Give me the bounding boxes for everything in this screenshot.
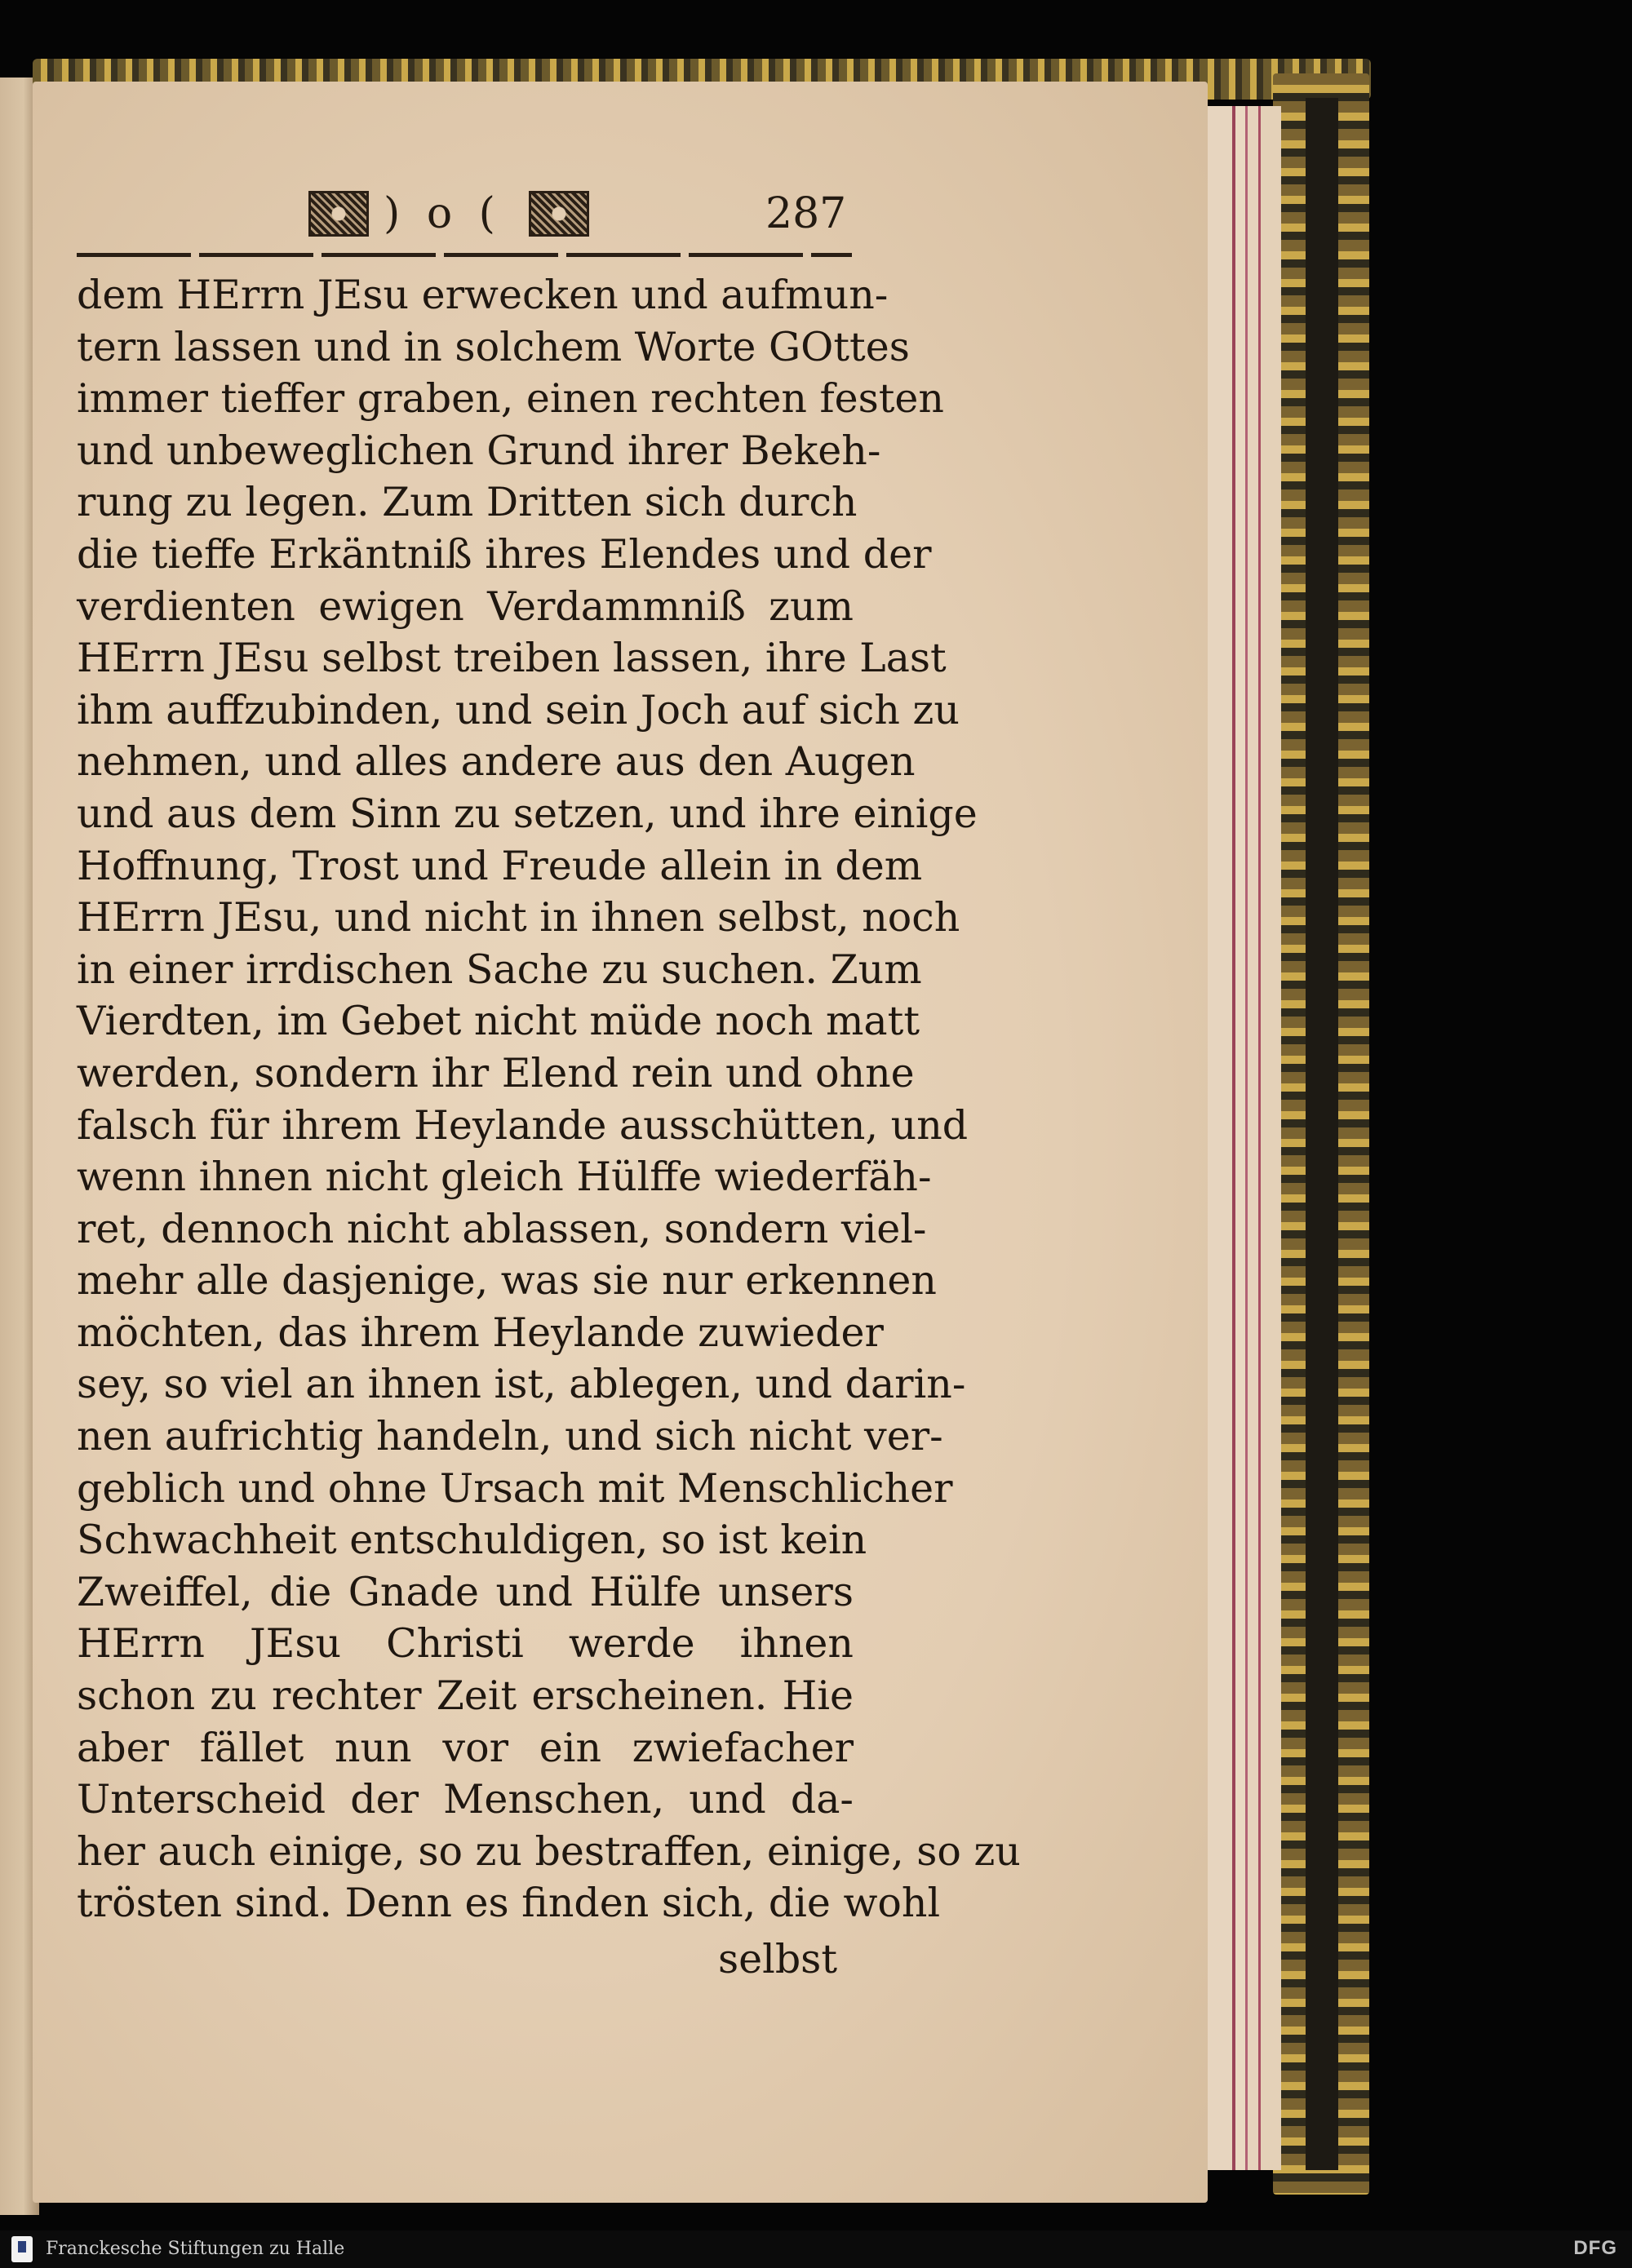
text-line: Unterscheid der Menschen, und da- bbox=[77, 1776, 854, 1823]
ornament-right-icon bbox=[529, 191, 589, 237]
header-mid-char: o bbox=[426, 189, 459, 238]
text-line: immer tieffer graben, einen rechten festen bbox=[77, 375, 944, 423]
page-number: 287 bbox=[765, 189, 847, 238]
book-cover-inner bbox=[1306, 98, 1338, 2170]
page-block-edges bbox=[1200, 106, 1281, 2170]
text-line: werden, sondern ihr Elend rein und ohne bbox=[77, 1049, 915, 1096]
text-line: trösten sind. Denn es finden sich, die wohl bbox=[77, 1880, 941, 1927]
text-line: Vierdten, im Gebet nicht müde noch matt bbox=[77, 998, 920, 1045]
header-left-paren: ) bbox=[384, 189, 407, 238]
text-line: mehr alle dasjenige, was sie nur erkennen bbox=[77, 1257, 937, 1305]
text-line: Hoffnung, Trost und Freude allein in dem bbox=[77, 842, 923, 889]
text-line: schon zu rechter Zeit erscheinen. Hie bbox=[77, 1672, 854, 1720]
page-header bbox=[308, 186, 863, 243]
text-line: verdienten ewigen Verdammniß zum bbox=[77, 583, 854, 630]
text-line: tern lassen und in solchem Worte GOttes bbox=[77, 323, 910, 370]
text-line: HErrn JEsu selbst treiben lassen, ihre Last bbox=[77, 635, 947, 682]
text-line: Schwachheit entschuldigen, so ist kein bbox=[77, 1517, 867, 1564]
text-line: und aus dem Sinn zu setzen, und ihre einige bbox=[77, 790, 978, 837]
header-divider bbox=[384, 189, 502, 238]
header-right-paren: ( bbox=[478, 189, 502, 238]
institution-name: Franckesche Stiftungen zu Halle bbox=[46, 2239, 345, 2259]
text-line: HErrn JEsu Christi werde ihnen bbox=[77, 1620, 854, 1668]
text-line: Zweiffel, die Gnade und Hülfe unsers bbox=[77, 1568, 854, 1615]
ornament-left-icon bbox=[308, 191, 369, 237]
text-line: HErrn JEsu, und nicht in ihnen selbst, noch bbox=[77, 894, 960, 941]
text-line: ihm auffzubinden, und sein Joch auf sich zu bbox=[77, 686, 960, 733]
text-line: nen aufrichtig handeln, und sich nicht ver- bbox=[77, 1413, 943, 1460]
text-line: rung zu legen. Zum Dritten sich durch bbox=[77, 479, 858, 526]
body-text bbox=[77, 269, 1021, 1929]
text-line: möchten, das ihrem Heylande zuwieder bbox=[77, 1309, 884, 1356]
text-line: die tieffe Erkäntniß ihres Elendes und der bbox=[77, 530, 932, 578]
text-line: und unbeweglichen Grund ihrer Bekeh- bbox=[77, 427, 881, 474]
text-line: in einer irrdischen Sache zu suchen. Zum bbox=[77, 946, 922, 993]
catchword: selbst bbox=[718, 1936, 838, 1982]
text-line: falsch für ihrem Heylande ausschütten, und bbox=[77, 1101, 969, 1149]
header-rule bbox=[77, 253, 852, 257]
text-line: her auch einige, so zu bestraffen, einige, so zu bbox=[77, 1827, 1021, 1875]
institution-logo-icon bbox=[11, 2236, 33, 2262]
text-line: dem HErrn JEsu erwecken und aufmun- bbox=[77, 272, 889, 318]
text-line: wenn ihnen nicht gleich Hülffe wiederfäh- bbox=[77, 1154, 932, 1201]
text-line: nehmen, und alles andere aus den Augen bbox=[77, 738, 916, 786]
text-line: sey, so viel an ihnen ist, ablegen, und darin- bbox=[77, 1361, 966, 1408]
funder-logo: DFG bbox=[1573, 2237, 1617, 2259]
text-line: ret, dennoch nicht ablassen, sondern viel- bbox=[77, 1205, 927, 1252]
viewer-footer bbox=[0, 2230, 1632, 2268]
text-line: geblich und ohne Ursach mit Menschlicher bbox=[77, 1464, 953, 1512]
text-line: aber fället nun vor ein zwiefacher bbox=[77, 1724, 854, 1771]
